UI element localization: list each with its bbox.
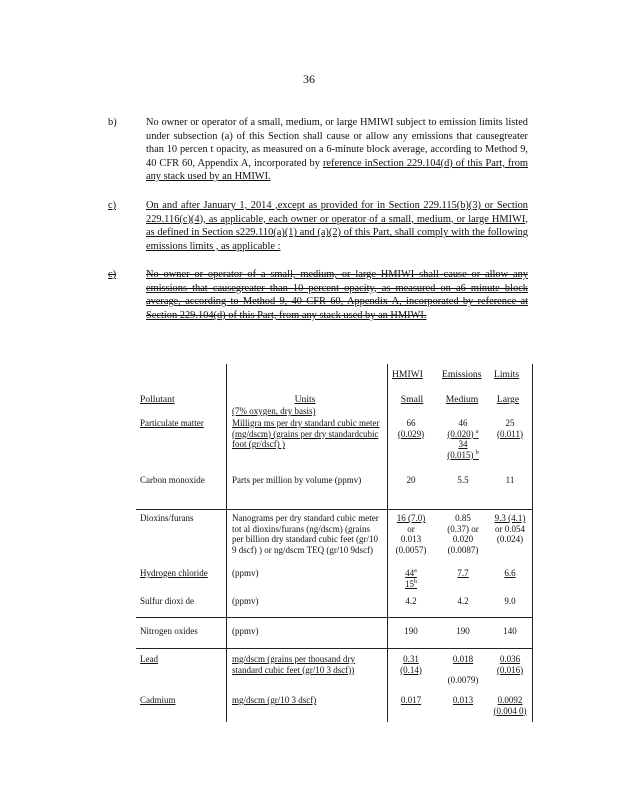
table-divider bbox=[226, 364, 227, 722]
table-row-hcl-units: (ppmv) bbox=[232, 568, 259, 578]
table-row-so2-pollutant: Sulfur dioxi de bbox=[140, 596, 194, 606]
table-row-co-pollutant: Carbon monoxide bbox=[140, 475, 205, 485]
table-row-cadmium-units: mg/dscm (gr/10 3 dscf) bbox=[232, 695, 317, 705]
table-row-hcl-large: 6.6 bbox=[504, 568, 516, 578]
table-row-lead-medium: 0.018 (0.0079) bbox=[447, 654, 479, 686]
table-row-so2-small: 4.2 bbox=[405, 596, 417, 606]
table-row-cadmium-large: 0.0092 (0.004 0) bbox=[493, 695, 527, 716]
table-rule bbox=[136, 509, 532, 510]
emissions-limits-table bbox=[136, 364, 532, 722]
paragraph-deleted bbox=[108, 268, 528, 340]
paragraph-c bbox=[108, 199, 528, 261]
paragraph-b-marker: b) bbox=[108, 117, 117, 128]
table-row-hcl-medium: 7.7 bbox=[457, 568, 469, 578]
table-row-dioxins-pollutant: Dioxins/furans bbox=[140, 513, 194, 523]
table-row-co-small: 20 bbox=[406, 475, 416, 485]
table-row-so2-large: 9.0 bbox=[504, 596, 516, 606]
group-header-emissions: Emissions bbox=[442, 369, 482, 380]
table-row-dioxins-large: 9.3 (4.1) or 0.054 (0.024) bbox=[494, 513, 526, 545]
table-row-lead-large: 0.036 (0.016) bbox=[496, 654, 524, 675]
table-row-nox-units: (ppmv) bbox=[232, 626, 259, 636]
table-row-co-medium: 5.5 bbox=[457, 475, 469, 485]
table-divider bbox=[532, 364, 533, 722]
table-row-nox-large: 140 bbox=[503, 626, 517, 636]
table-row-hcl-pollutant: Hydrogen chloride bbox=[140, 568, 208, 578]
header-medium: Medium bbox=[445, 394, 479, 405]
table-row-nox-small: 190 bbox=[404, 626, 418, 636]
table-rule bbox=[136, 648, 532, 649]
table-row-nox-pollutant: Nitrogen oxides bbox=[140, 626, 198, 636]
page-number: 36 bbox=[303, 72, 315, 86]
header-large: Large bbox=[496, 394, 520, 405]
paragraph-c-marker: c) bbox=[108, 200, 117, 211]
table-row-hcl-small: 44$^a$ 15$^b$ bbox=[405, 568, 417, 589]
table-row-cadmium-pollutant: Cadmium bbox=[140, 695, 176, 705]
paragraph-b-text: No owner or operator of a small, medium, or large HMIWI subject to emission limits listed under subsection (a) of this Section shall cause or allow any emissions that causegreater than 10 percen t opacity, as measured on a 6-minute block average, according to Method 9, 40 CFR 60, Appendix A, incorporated by bbox=[146, 117, 528, 169]
table-row-dioxins-units: Nanograms per dry standard cubic meter tot al dioxins/furans (ng/dscm) (grains per billion dry standard cubic feet (gr/10 9 dscf) ) or ng/dscm TEQ (gr/10 9dscf) bbox=[232, 513, 379, 555]
table-row-lead-units: mg/dscm (grains per thousand dry standard cubic feet (gr/10 3 dscf)) bbox=[232, 654, 355, 675]
group-header-hmiwi: HMIWI bbox=[392, 369, 423, 380]
paragraph-deleted-body: No owner or operator of a small, medium, or large HMIWI shall cause or allow any emissions that causegreater than 10 percent opacity, as measured on a6 minute block average, according to Method 9, 40 CFR 60, Appendix A, incorporated by reference at Section 229.104(d) of this Part, from any stack used by an HMIWI. bbox=[146, 269, 528, 321]
header-units: Units bbox=[294, 394, 316, 405]
paragraph-b bbox=[108, 116, 528, 186]
table-row-particulate-units: Milligra ms per dry standard cubic meter (mg/dscm) (grains per dry standardcubic foot (gr/dscf) ) bbox=[232, 418, 380, 450]
table-row-particulate-large: 25 (0.011) bbox=[497, 418, 523, 439]
table-row-lead-pollutant: Lead bbox=[140, 654, 158, 664]
header-units-note: (7% oxygen, dry basis) bbox=[232, 406, 316, 416]
table-row-co-units: Parts per million by volume (ppmv) bbox=[232, 475, 362, 485]
table-rule bbox=[136, 617, 532, 618]
table-row-dioxins-small: 16 (7.0) or 0.013 (0.0057) bbox=[395, 513, 427, 555]
table-row-dioxins-medium: 0.85 (0.37) or 0.020 (0.0087) bbox=[447, 513, 479, 555]
table-row-particulate-medium: 46 (0.020) $^a$ 34 (0.015) $^b$ bbox=[447, 418, 479, 460]
table-row-particulate-small: 66 (0.029) bbox=[397, 418, 425, 439]
table-row-so2-medium: 4.2 bbox=[457, 596, 469, 606]
table-row-cadmium-small: 0.017 bbox=[400, 695, 422, 705]
header-pollutant: Pollutant bbox=[140, 394, 175, 405]
table-row-so2-units: (ppmv) bbox=[232, 596, 259, 606]
table-row-cadmium-medium: 0.013 bbox=[452, 695, 474, 705]
paragraph-deleted-marker: c) bbox=[108, 269, 117, 280]
paragraph-c-body: On and after January 1, 2014 ,except as provided for in Section 229.115(b)(3) or Section 229.116(c)(4), as applicable, each owner or operator of a small, medium, or large HMIWI, as defined in Section s229.110(a)(1) and (a)(2) of this Part, shall comply with the following emissions limits , as applicable : bbox=[146, 200, 528, 252]
header-small: Small bbox=[400, 394, 424, 405]
table-row-lead-small: 0.31 (0.14) bbox=[400, 654, 422, 675]
paragraph-b-inserted-text: reference inSection 229.104(d) of this Part, from any stack used by an HMIWI. bbox=[146, 157, 528, 183]
group-header-limits: Limits bbox=[494, 369, 520, 380]
table-row-nox-medium: 190 bbox=[456, 626, 470, 636]
table-row-particulate-pollutant: Particulate matter bbox=[140, 418, 204, 428]
table-row-co-large: 11 bbox=[505, 475, 515, 485]
paragraph-b-body bbox=[146, 116, 528, 184]
